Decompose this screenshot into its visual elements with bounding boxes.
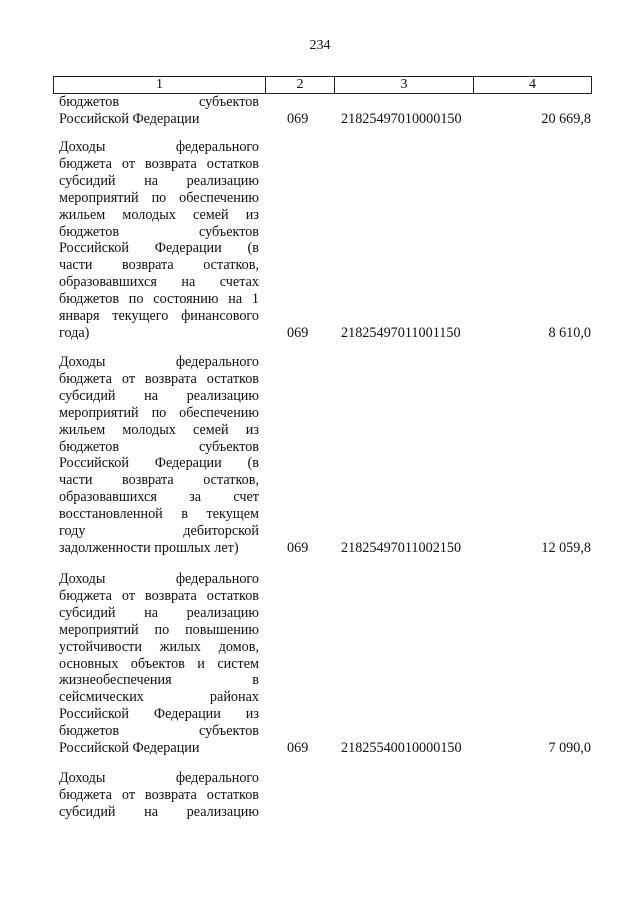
description-line: Российской Федерации (в (59, 240, 259, 257)
description-line: бюджета от возврата остатков (59, 370, 259, 387)
column-header-3: 3 (335, 77, 474, 94)
admin-code: 069 (287, 110, 309, 127)
description-line: бюджета от возврата остатков (59, 786, 259, 803)
page-number: 234 (309, 38, 331, 53)
admin-code: 069 (287, 324, 309, 341)
description-line: Российской Федерации из (59, 706, 259, 723)
description-line: образовавшихся за счет (59, 489, 259, 506)
description-line: жильем молодых семей из (59, 421, 259, 438)
description-line: основных объектов и систем (59, 655, 259, 672)
description-line: субсидий на реализацию (59, 604, 259, 621)
description-line: жизнеобеспечения в (59, 672, 259, 689)
description-line: мероприятий по обеспечению (59, 404, 259, 421)
description-line: части возврата остатков, (59, 257, 259, 274)
description-line: жильем молодых семей из (59, 206, 259, 223)
row-description (59, 94, 259, 128)
description-line: Доходы федерального (59, 354, 259, 370)
description-line: Российской Федерации (59, 110, 200, 127)
description-line: субсидий на реализацию (59, 172, 259, 189)
description-line: Доходы федерального (59, 770, 259, 786)
description-line: Доходы федерального (59, 139, 259, 155)
description-line: восстановленной в текущем (59, 506, 259, 523)
admin-code: 069 (287, 539, 309, 556)
column-header-4: 4 (474, 77, 592, 94)
column-header-row (54, 77, 592, 94)
description-line: бюджетов субъектов (59, 223, 259, 240)
description-line: части возврата остатков, (59, 472, 259, 489)
description-line: образовавшихся на счетах (59, 274, 259, 291)
description-line: субсидий на реализацию (59, 387, 259, 404)
column-header-2: 2 (266, 77, 335, 94)
description-line: Российской Федерации (в (59, 455, 259, 472)
description-line: устойчивости жилых домов, (59, 638, 259, 655)
description-line: бюджета от возврата остатков (59, 587, 259, 604)
description-line: сейсмических районах (59, 689, 259, 706)
description-line: мероприятий по обеспечению (59, 189, 259, 206)
description-line: Доходы федерального (59, 571, 259, 587)
description-line: субсидий на реализацию (59, 803, 259, 820)
admin-code: 069 (287, 740, 309, 756)
budget-classification-code: 21825497010000150 (341, 110, 462, 127)
amount: 20 669,8 (541, 110, 591, 127)
row-description (59, 770, 259, 821)
row-description (59, 354, 259, 557)
description-line: бюджетов субъектов (59, 438, 259, 455)
description-line: января текущего финансового (59, 308, 259, 325)
description-line: Российской Федерации (59, 740, 200, 757)
description-line: бюджетов субъектов (59, 94, 259, 110)
column-header-1: 1 (54, 77, 266, 94)
description-line: мероприятий по повышению (59, 621, 259, 638)
amount: 12 059,8 (541, 539, 591, 556)
row-description (59, 571, 259, 757)
description-line: бюджетов по состоянию на 1 (59, 291, 259, 308)
budget-classification-code: 21825497011002150 (341, 539, 462, 556)
row-description (59, 139, 259, 342)
description-line: году дебиторской (59, 523, 259, 540)
amount: 7 090,0 (548, 740, 591, 756)
amount: 8 610,0 (548, 324, 591, 341)
budget-classification-code: 21825540010000150 (341, 740, 462, 756)
column-header-table (53, 76, 592, 94)
description-line: бюджетов субъектов (59, 723, 259, 740)
description-line: задолженности прошлых лет) (59, 539, 239, 556)
budget-classification-code: 21825497011001150 (341, 324, 461, 341)
description-line: года) (59, 324, 90, 341)
description-line: бюджета от возврата остатков (59, 155, 259, 172)
